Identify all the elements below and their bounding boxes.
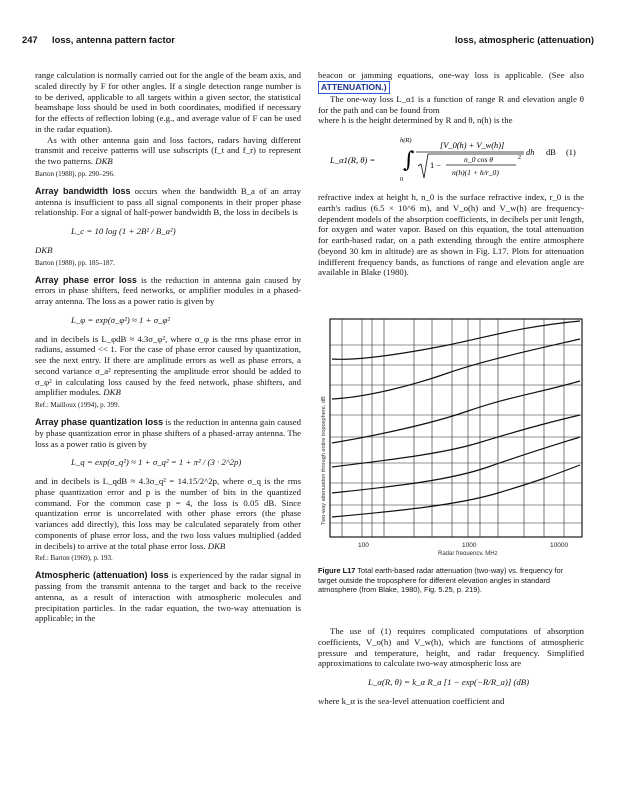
svg-text:n_0 cos θ: n_0 cos θ (464, 155, 494, 164)
svg-text:1 −: 1 − (430, 161, 442, 170)
reference: Ref.: Barton (1969), p. 193. (35, 554, 113, 563)
attenuation-cross-reference-link[interactable]: ATTENUATION.) (318, 81, 390, 94)
equation-one-way-loss (318, 133, 584, 185)
sea-level-coefficient-paragraph: where k_α is the sea-level attenuation coefficient and (318, 695, 505, 706)
computation-paragraph: The use of (1) requires complicated computations of absorption coefficients, V_o(h) and V_w(h), which are functions of atmospheric pressure and temperature, height, and radar frequency. Simplified approximations to calculate two-way atmospheric loss are (318, 626, 584, 669)
header-left-title: loss, antenna pattern factor (52, 34, 175, 45)
atmospheric-continuation: beacon or jamming equations, one-way loss is applicable. (See also ATTENUATION.) (318, 70, 584, 92)
svg-text:dh: dh (526, 148, 535, 157)
x-tick-label: 10000 (550, 542, 569, 549)
svg-text:0: 0 (400, 176, 404, 183)
one-way-loss-paragraph: The one-way loss L_α1 is a function of range R and elevation angle θ for the path and can be found from (318, 93, 584, 115)
entry-array-phase-quantization-loss: Array phase quantization loss is the reduction in antenna gain caused by phase quantization error in phase shifters of a phased-array antenna. The loss as a power ratio is given by (35, 417, 302, 449)
integral-equation-graphic (318, 133, 584, 185)
equation-phase-error-loss: L_φ = exp(σ_φ²) ≈ 1 + σ_φ² (71, 314, 170, 325)
reference: Ref.: Mailloux (1994), p. 399. (35, 401, 120, 409)
svg-text:[V_0(h) + V_w(h)]: [V_0(h) + V_w(h)] (440, 141, 505, 150)
entry-array-bandwidth-loss: Array bandwidth loss occurs when the bandwidth B_a of an array antenna is insufficient to pass all signal components in their proper phase relationship. For a signal of half-power bandwidth B, the loss in decibels is (35, 185, 302, 218)
svg-text:dB: dB (546, 148, 556, 157)
svg-text:2: 2 (518, 155, 521, 161)
figure-label: Figure L17 (318, 566, 356, 575)
height-definition: where h is the height determined by R and θ, n(h) is the (318, 115, 513, 126)
svg-text:∫: ∫ (403, 148, 415, 173)
reference: Barton (1988), pp. 290–296. (35, 169, 115, 178)
attenuation-chart-graphic (318, 315, 590, 555)
left-column (35, 70, 301, 624)
figure-l17-chart (318, 315, 590, 555)
header-right-title: loss, atmospheric (attenuation) (454, 34, 594, 45)
entry-term: Atmospheric (attenuation) loss (35, 570, 169, 581)
entry-term: Array phase quantization loss (35, 417, 164, 427)
reference: Barton (1988), pp. 185–187. (35, 258, 115, 267)
entry-term: Array bandwidth loss (35, 185, 131, 196)
running-header (22, 34, 594, 48)
svg-text:(1): (1) (566, 148, 576, 157)
svg-text:h(R): h(R) (400, 137, 412, 144)
phase-error-explanation: and in decibels is L_φdB ≈ 4.3σ_φ², where σ_φ is the rms phase error in radians, assumed << 1. For the case of phase error caused by quantization, see the next entry. If there are amplitude errors as well as phase errors, a second variance σ_a² representing the amplitude error should be added to σ_φ² in calculating loss caused by the feed network, phase shifters, and amplifier modules. DKB (35, 333, 301, 398)
page-number: 247 (22, 34, 38, 45)
x-tick-labels (358, 542, 568, 549)
entry-atmospheric-loss: Atmospheric (attenuation) loss is experienced by the radar signal in passing from the transmit antenna to the target and back to the receive antenna, as a result of interaction with atmospheric molecules and precipitation particles. In the radar equation, the two-way attenuation is applicable; in the (35, 570, 302, 624)
x-tick-label: 100 (358, 542, 369, 549)
phase-quantization-explanation: and in decibels is L_qdB ≈ 4.3σ_q² = 14.15/2^2p, where σ_q is the rms phase quantization error and p is the number of bits in the quantized command. For the common case p = 4, the loss is 0.05 dB. Since quantization error is uncorrelated with other phase errors (the phase variances add directly), this loss may be calculated separately from other components of phase error loss, and the two loss values multiplied (added in decibels) to arrive at the total phase error loss. DKB (35, 476, 301, 551)
figure-caption: Figure L17 Total earth-based radar attenuation (two-way) vs. frequency for target outside the troposphere for different elevation angles in standard atmosphere (from Blake, 1980), Fig. 5.25, p. 219). (318, 566, 564, 595)
svg-text:n(h)(1 + h/r_0): n(h)(1 + h/r_0) (452, 168, 499, 177)
right-column-lower (318, 626, 584, 707)
svg-text:L_α1(R, θ) =: L_α1(R, θ) = (330, 155, 376, 165)
pattern-subscript-paragraph: As with other antenna gain and loss factors, radars having different transmit and receive patterns will use subscripts (f_t and f_r) to represent the two patterns. DKB (35, 134, 301, 166)
y-axis-label: Two-way attenuation through entire troposphere, dB (321, 396, 327, 525)
antenna-pattern-paragraph: range calculation is normally carried out for the angle of the beam axis, and scaled directly by F for other angles. If a single detection range number is to be derived, applicable to all targets within a given sector, the statistical beamshape loss should be used in both coordinates, modified if necessary for the effects of reflection lobing (e.g., and average value of F can be used in the radar equation). (35, 70, 301, 134)
equation-bandwidth-loss: L_c = 10 log (1 + 2B² / B_a²) (71, 226, 176, 236)
equation-two-way-loss: L_α(R, θ) = k_α R_a [1 − exp(−R/R_a)] (dB) (368, 677, 530, 687)
author-tag: DKB (35, 244, 53, 255)
refractive-index-paragraph: refractive index at height h, n_0 is the surface refractive index, r_0 is the earth's radius (6.5 × 10^6 m), and V_o(h) and V_w(h) are frequency-dependent models of the absorption coefficients, in decibels per unit length, for oxygen and water vapor. Based on this equation, the total attenuation for earth-based radar, on a path extending through the entire atmosphere (beyond 30 km in altitude) are as shown in Fig. L17. Plots for attenuation indifferent frequency bands, as functions of range and elevation angle are available in Blake (1980). (318, 192, 584, 278)
x-tick-label: 1000 (462, 542, 477, 549)
x-axis-label: Radar frequency, MHz (438, 551, 498, 555)
entry-array-phase-error-loss: Array phase error loss is the reduction in antenna gain caused by errors in phase shifters, feed networks, or amplifier modules in a phased-array antenna. The loss as a power ratio is given by (35, 274, 302, 306)
right-column (318, 70, 584, 278)
entry-term: Array phase error loss (35, 274, 137, 285)
equation-phase-quantization-loss: L_q = exp(σ_q²) ≈ 1 + σ_q² = 1 + π² / (3 · 2^2p) (71, 457, 242, 468)
